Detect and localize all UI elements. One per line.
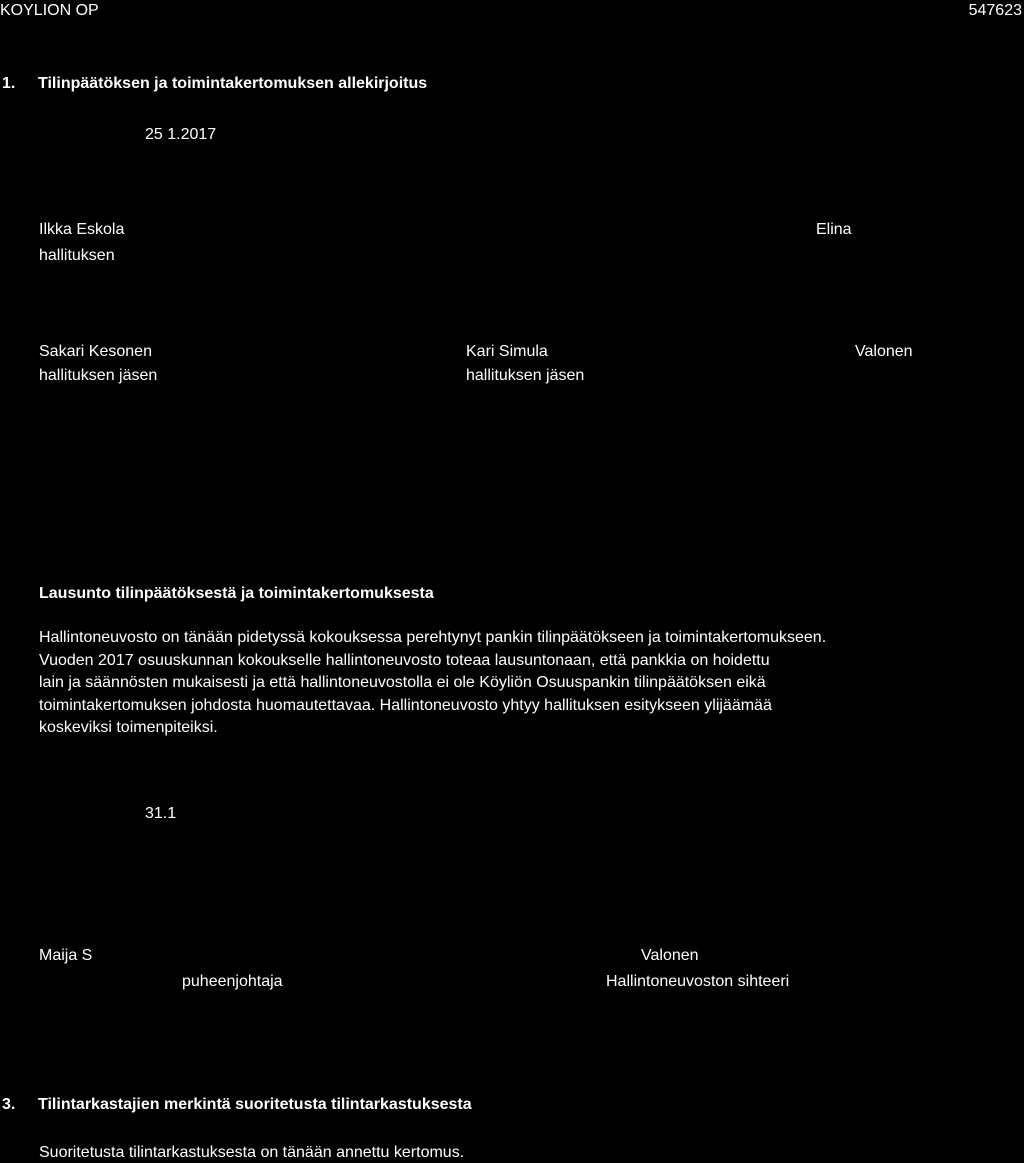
council-signatory-role: puheenjohtaja [182, 973, 283, 990]
signatory-role: hallituksen jäsen [39, 367, 158, 384]
statement-line: Hallintoneuvosto on tänään pidetyssä kokouksessa perehtynyt pankin tilinpäätökseen ja toimintakertomukseen. [39, 629, 827, 646]
statement-heading: Lausunto tilinpäätöksestä ja toimintakertomuksesta [39, 585, 434, 602]
council-signatory-name: Valonen [641, 947, 699, 964]
section-3-heading [2, 1095, 472, 1115]
statement-line: koskeviksi toimenpiteiksi. [39, 719, 218, 736]
council-signatory-name: Maija S [39, 947, 93, 964]
section-3-text: Suoritetusta tilintarkastuksesta on tänään annettu kertomus. [39, 1144, 465, 1161]
section-3-number: 3. [2, 1096, 16, 1113]
signatory-role: hallituksen jäsen [466, 367, 585, 384]
council-signatory-role: Hallintoneuvoston sihteeri [606, 973, 790, 990]
signatory-role: hallituksen [39, 247, 115, 264]
signing-date: 25 1.2017 [145, 126, 217, 143]
statement-date: 31.1 [145, 805, 177, 822]
section-1-heading [2, 74, 427, 94]
signatory-name: Valonen [855, 343, 913, 360]
signatory-name: Sakari Kesonen [39, 343, 152, 360]
statement-line: Vuoden 2017 osuuskunnan kokoukselle hallintoneuvosto toteaa lausuntonaan, että pankkia on hoidettu [39, 651, 770, 669]
section-1-number: 1. [2, 75, 16, 92]
signatory-name: Kari Simula [466, 343, 548, 360]
signatory-name: Elina [816, 221, 852, 238]
statement-line: lain ja säännösten mukaisesti ja että hallintoneuvostolla ei ole Köyliön Osuuspankin tilinpäätöksen eikä [39, 674, 766, 691]
statement-line: toimintakertomuksen johdosta huomautettavaa. Hallintoneuvosto yhtyy hallituksen esitykseen ylijäämää [39, 696, 772, 714]
signatory-name: Ilkka Eskola [39, 221, 125, 238]
section-3-title: Tilintarkastajien merkintä suoritetusta tilintarkastuksesta [38, 1096, 472, 1113]
statement-paragraph [39, 627, 826, 740]
document-number: 547623 [968, 2, 1022, 19]
company-name: KOYLION OP [0, 2, 99, 19]
section-1-title: Tilinpäätöksen ja toimintakertomuksen allekirjoitus [38, 75, 428, 92]
